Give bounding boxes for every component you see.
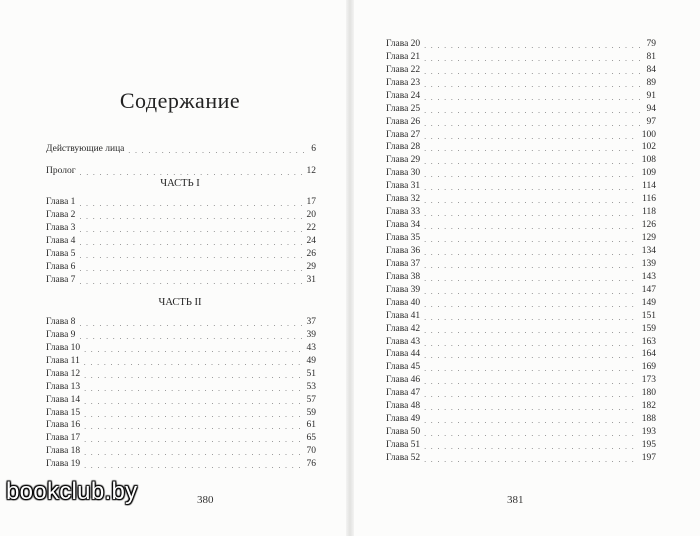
- toc-entry-page: 151: [641, 310, 656, 321]
- toc-entry-label: Глава 3: [46, 222, 76, 233]
- dot-leader: [84, 435, 302, 445]
- toc-entry-page: 57: [306, 394, 316, 405]
- toc-entry-page: 164: [641, 349, 656, 360]
- toc-entry-page: 6: [311, 144, 316, 155]
- toc-entry-label: Глава 6: [46, 261, 76, 272]
- toc-entry-label: Глава 15: [46, 407, 81, 418]
- dot-leader: [424, 235, 638, 245]
- dot-leader: [84, 397, 302, 407]
- toc-entry: [386, 284, 656, 297]
- dot-leader: [424, 261, 638, 271]
- dot-leader: [424, 119, 642, 129]
- right-page: [354, 0, 700, 536]
- part-2-heading: ЧАСТЬ II: [158, 297, 202, 308]
- dot-leader: [424, 157, 638, 167]
- dot-leader: [424, 248, 638, 258]
- part-1-heading: ЧАСТЬ I: [160, 178, 200, 189]
- dot-leader: [424, 416, 638, 426]
- toc-entry-label: Глава 23: [386, 77, 421, 88]
- toc-entry-page: 20: [306, 209, 316, 220]
- toc-entry: [46, 445, 316, 458]
- toc-entry-page: 139: [641, 258, 656, 269]
- dot-leader: [424, 54, 642, 64]
- toc-entry-label: Глава 51: [386, 440, 421, 451]
- toc-entry-label: Глава 26: [386, 116, 421, 127]
- dot-leader: [424, 183, 638, 193]
- toc-entry-label: Глава 14: [46, 394, 81, 405]
- toc-entry-page: 59: [306, 407, 316, 418]
- toc-entry: [46, 156, 316, 178]
- toc-entry-label: Глава 45: [386, 362, 421, 373]
- dot-leader: [79, 332, 302, 342]
- toc-entry-page: 81: [646, 51, 656, 62]
- toc-entry: [386, 116, 656, 129]
- toc-entry-page: 149: [641, 297, 656, 308]
- dot-leader: [424, 67, 642, 77]
- dot-leader: [424, 442, 638, 452]
- toc-entry: [46, 381, 316, 394]
- toc-entry-page: 180: [641, 388, 656, 399]
- toc-entry-label: Глава 47: [386, 388, 421, 399]
- dot-leader: [424, 455, 638, 465]
- toc-entry-label: Глава 25: [386, 103, 421, 114]
- toc-title: Содержание: [119, 88, 241, 113]
- dot-leader: [79, 264, 302, 274]
- dot-leader: [424, 222, 638, 232]
- toc-entry-page: 97: [646, 116, 656, 127]
- left-page-number: 380: [197, 494, 214, 506]
- toc-entry-label: Глава 1: [46, 196, 76, 207]
- toc-entry-page: 108: [641, 155, 656, 166]
- toc-entry-page: 76: [306, 459, 316, 470]
- toc-entry: [386, 245, 656, 258]
- toc-entry: [386, 310, 656, 323]
- toc-entry-page: 109: [641, 168, 656, 179]
- toc-entry: [386, 361, 656, 374]
- toc-entry-label: Глава 34: [386, 220, 421, 231]
- toc-entry-page: 91: [646, 90, 656, 101]
- toc-entry-page: 188: [641, 414, 656, 425]
- toc-entry: [46, 274, 316, 287]
- dot-leader: [424, 144, 638, 154]
- part-2-chapter-list: [46, 316, 316, 471]
- toc-entry-page: 89: [646, 77, 656, 88]
- toc-entry-label: Глава 20: [386, 38, 421, 49]
- toc-entry: [46, 458, 316, 471]
- toc-entry-label: Глава 28: [386, 142, 421, 153]
- dot-leader: [424, 274, 638, 284]
- toc-entry-page: 118: [642, 207, 656, 218]
- dot-leader: [424, 132, 638, 142]
- right-page-number: 381: [507, 494, 524, 506]
- front-matter-list: [46, 134, 316, 178]
- toc-entry-label: Глава 16: [46, 420, 81, 431]
- dot-leader: [79, 199, 302, 209]
- toc-entry: [46, 368, 316, 381]
- toc-entry: [46, 407, 316, 420]
- toc-entry: [386, 387, 656, 400]
- toc-entry-label: Глава 12: [46, 368, 81, 379]
- toc-entry-label: Глава 49: [386, 414, 421, 425]
- toc-entry: [386, 154, 656, 167]
- toc-entry-page: 100: [641, 129, 656, 140]
- toc-entry-label: Глава 11: [46, 355, 80, 366]
- toc-entry-page: 49: [306, 355, 316, 366]
- toc-entry-label: Глава 40: [386, 297, 421, 308]
- toc-entry: [386, 413, 656, 426]
- toc-entry-page: 43: [306, 342, 316, 353]
- toc-entry-page: 53: [306, 381, 316, 392]
- toc-entry: [46, 209, 316, 222]
- toc-entry-page: 17: [306, 196, 316, 207]
- toc-entry: [386, 323, 656, 336]
- toc-entry: [46, 432, 316, 445]
- right-chapter-list: [386, 38, 656, 465]
- toc-entry-page: 29: [306, 261, 316, 272]
- toc-entry-page: 159: [641, 323, 656, 334]
- left-page: [0, 0, 346, 536]
- watermark-logo: bookclub.by: [6, 478, 138, 505]
- toc-entry-page: 143: [641, 271, 656, 282]
- dot-leader: [424, 313, 638, 323]
- dot-leader: [84, 448, 302, 458]
- toc-entry: [386, 206, 656, 219]
- toc-entry-page: 173: [641, 375, 656, 386]
- toc-entry-label: Глава 42: [386, 323, 421, 334]
- dot-leader: [424, 326, 638, 336]
- dot-leader: [79, 238, 302, 248]
- toc-entry-label: Глава 44: [386, 349, 421, 360]
- dot-leader: [79, 277, 302, 287]
- toc-entry-page: 70: [306, 446, 316, 457]
- book-gutter: [346, 0, 354, 536]
- toc-entry: [386, 142, 656, 155]
- toc-entry-label: Глава 5: [46, 248, 76, 259]
- toc-entry-page: 126: [641, 220, 656, 231]
- toc-entry-label: Пролог: [46, 166, 76, 177]
- toc-entry-page: 169: [641, 362, 656, 373]
- toc-entry-page: 22: [306, 222, 316, 233]
- toc-entry: [386, 349, 656, 362]
- dot-leader: [424, 93, 642, 103]
- toc-entry-page: 12: [306, 166, 316, 177]
- toc-entry: [46, 235, 316, 248]
- dot-leader: [84, 358, 303, 368]
- dot-leader: [128, 146, 307, 156]
- dot-leader: [79, 319, 302, 329]
- toc-entry-label: Глава 8: [46, 316, 76, 327]
- dot-leader: [424, 377, 638, 387]
- toc-entry: [386, 129, 656, 142]
- toc-entry-label: Глава 33: [386, 207, 421, 218]
- toc-entry: [386, 232, 656, 245]
- toc-entry-page: 116: [642, 194, 656, 205]
- dot-leader: [79, 225, 302, 235]
- toc-entry: [386, 452, 656, 465]
- dot-leader: [424, 364, 638, 374]
- toc-entry: [386, 64, 656, 77]
- toc-entry: [386, 167, 656, 180]
- toc-entry-label: Глава 13: [46, 381, 81, 392]
- dot-leader: [424, 196, 638, 206]
- toc-entry-label: Глава 43: [386, 336, 421, 347]
- toc-entry: [46, 420, 316, 433]
- toc-entry-page: 197: [641, 452, 656, 463]
- toc-entry: [386, 77, 656, 90]
- toc-entry-page: 84: [646, 64, 656, 75]
- dot-leader: [424, 429, 638, 439]
- toc-entry-label: Глава 32: [386, 194, 421, 205]
- toc-entry: [386, 426, 656, 439]
- toc-entry-label: Глава 18: [46, 446, 81, 457]
- toc-entry-label: Глава 9: [46, 329, 76, 340]
- toc-entry: [46, 329, 316, 342]
- part-1-chapter-list: [46, 196, 316, 287]
- toc-entry-label: Глава 30: [386, 168, 421, 179]
- dot-leader: [84, 461, 302, 471]
- toc-entry: [386, 336, 656, 349]
- dot-leader: [424, 403, 638, 413]
- dot-leader: [424, 41, 642, 51]
- toc-entry: [46, 355, 316, 368]
- toc-entry: [386, 297, 656, 310]
- toc-entry: [386, 258, 656, 271]
- toc-entry-page: 94: [646, 103, 656, 114]
- toc-entry-page: 147: [641, 284, 656, 295]
- dot-leader: [424, 390, 638, 400]
- dot-leader: [84, 345, 302, 355]
- toc-entry: [386, 400, 656, 413]
- dot-leader: [424, 170, 638, 180]
- toc-entry: [386, 271, 656, 284]
- toc-entry-label: Глава 46: [386, 375, 421, 386]
- dot-leader: [424, 339, 638, 349]
- toc-entry-label: Глава 7: [46, 274, 76, 285]
- dot-leader: [424, 80, 642, 90]
- dot-leader: [424, 287, 638, 297]
- toc-entry: [386, 51, 656, 64]
- toc-entry-page: 114: [642, 181, 656, 192]
- dot-leader: [84, 410, 302, 420]
- toc-entry-page: 79: [646, 38, 656, 49]
- toc-entry-page: 129: [641, 233, 656, 244]
- toc-entry-label: Глава 36: [386, 245, 421, 256]
- toc-entry-label: Глава 24: [386, 90, 421, 101]
- toc-entry-label: Глава 27: [386, 129, 421, 140]
- toc-entry: [386, 38, 656, 51]
- toc-entry-page: 39: [306, 329, 316, 340]
- toc-entry-page: 61: [306, 420, 316, 431]
- toc-entry-page: 51: [306, 368, 316, 379]
- toc-entry: [46, 196, 316, 209]
- dot-leader: [84, 371, 302, 381]
- toc-entry: [386, 180, 656, 193]
- toc-entry-label: Глава 35: [386, 233, 421, 244]
- toc-entry-page: 24: [306, 235, 316, 246]
- toc-entry: [386, 374, 656, 387]
- toc-entry-page: 134: [641, 245, 656, 256]
- toc-entry: [46, 316, 316, 329]
- toc-entry-label: Глава 29: [386, 155, 421, 166]
- toc-entry-label: Глава 2: [46, 209, 76, 220]
- toc-entry-label: Глава 10: [46, 342, 81, 353]
- toc-entry: [386, 439, 656, 452]
- toc-entry: [386, 219, 656, 232]
- toc-entry-label: Глава 21: [386, 51, 421, 62]
- toc-entry-label: Глава 37: [386, 258, 421, 269]
- toc-entry-page: 163: [641, 336, 656, 347]
- dot-leader: [80, 168, 303, 178]
- dot-leader: [84, 384, 302, 394]
- toc-entry-label: Глава 17: [46, 433, 81, 444]
- toc-entry-label: Глава 48: [386, 401, 421, 412]
- toc-entry: [46, 134, 316, 156]
- dot-leader: [84, 422, 302, 432]
- toc-entry-label: Глава 19: [46, 459, 81, 470]
- dot-leader: [424, 106, 642, 116]
- toc-entry-page: 37: [306, 316, 316, 327]
- toc-entry-page: 193: [641, 427, 656, 438]
- toc-entry-label: Действующие лица: [46, 144, 125, 155]
- toc-entry: [386, 103, 656, 116]
- toc-entry-page: 102: [641, 142, 656, 153]
- toc-entry-label: Глава 52: [386, 452, 421, 463]
- dot-leader: [79, 212, 302, 222]
- toc-entry-label: Глава 4: [46, 235, 76, 246]
- toc-entry-label: Глава 50: [386, 427, 421, 438]
- toc-entry: [386, 90, 656, 103]
- toc-entry-label: Глава 41: [386, 310, 421, 321]
- toc-entry-label: Глава 38: [386, 271, 421, 282]
- toc-entry: [46, 394, 316, 407]
- toc-entry-page: 31: [306, 274, 316, 285]
- toc-entry-label: Глава 39: [386, 284, 421, 295]
- dot-leader: [424, 300, 638, 310]
- toc-entry-page: 65: [306, 433, 316, 444]
- dot-leader: [424, 209, 638, 219]
- toc-entry: [46, 261, 316, 274]
- toc-entry-label: Глава 31: [386, 181, 421, 192]
- toc-entry-page: 195: [641, 440, 656, 451]
- toc-entry: [46, 342, 316, 355]
- toc-entry-label: Глава 22: [386, 64, 421, 75]
- toc-entry: [386, 193, 656, 206]
- toc-entry: [46, 248, 316, 261]
- toc-entry-page: 182: [641, 401, 656, 412]
- toc-entry-page: 26: [306, 248, 316, 259]
- dot-leader: [79, 251, 302, 261]
- dot-leader: [424, 351, 638, 361]
- toc-entry: [46, 222, 316, 235]
